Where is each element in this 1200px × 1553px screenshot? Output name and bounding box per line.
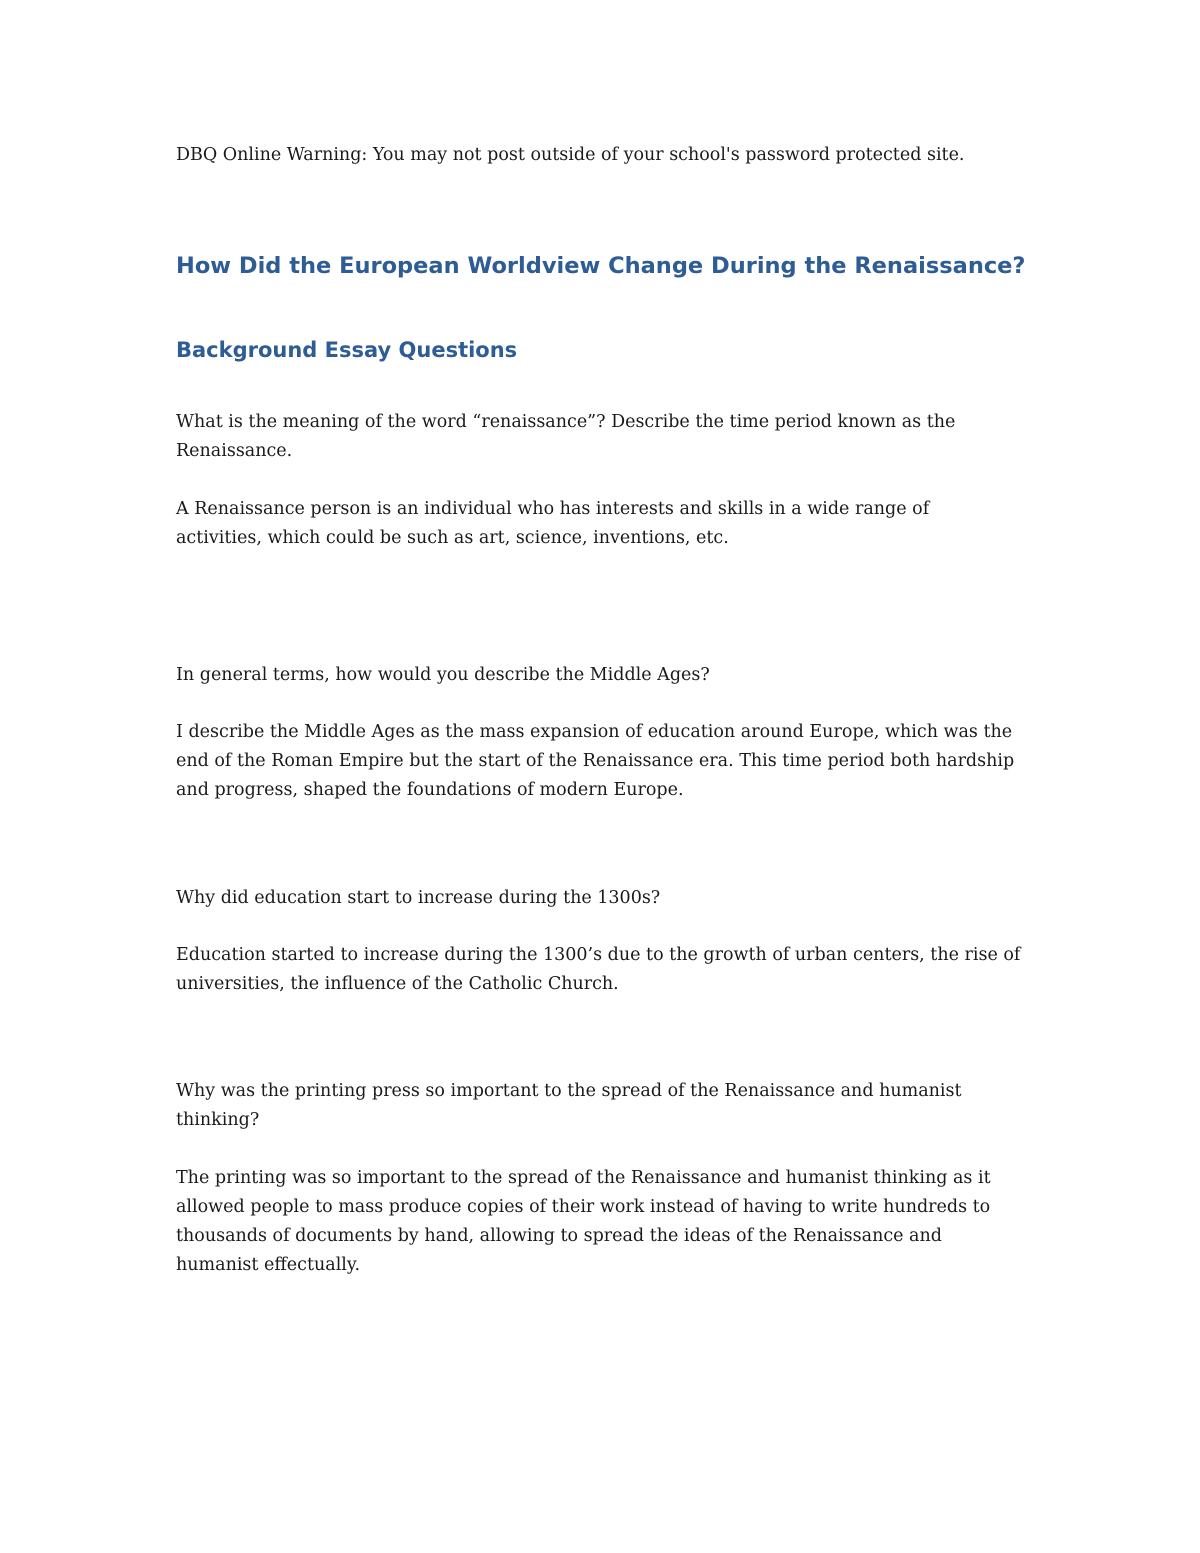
answer-3: Education started to increase during the 1300’s due to the growth of urban centers, the rise of universities, the influence of the Catholic Church. [176,945,1021,994]
answer-4: The printing was so important to the spread of the Renaissance and humanist thinking as it allowed people to mass produce copies of their work instead of having to write hundreds to thousands of documents by hand, allowing to spread the ideas of the Renaissance and humanist effectually. [176,1168,991,1275]
question-3: Why did education start to increase during the 1300s? [176,888,661,908]
question-4: Why was the printing press so important to the spread of the Renaissance and humanist thinking? [176,1081,962,1130]
question-2: In general terms, how would you describe the Middle Ages? [176,665,710,685]
answer-2: I describe the Middle Ages as the mass expansion of education around Europe, which was the end of the Roman Empire but the start of the Renaissance era. This time period both hardship and progress, shaped the foundations of modern Europe. [176,722,1015,800]
answer-1: A Renaissance person is an individual who has interests and skills in a wide range of activities, which could be such as art, science, inventions, etc. [176,499,930,548]
question-1: What is the meaning of the word “renaissance”? Describe the time period known as the Renaissance. [176,412,956,461]
page-title: How Did the European Worldview Change During the Renaissance? [176,253,1026,279]
online-warning: DBQ Online Warning: You may not post outside of your school's password protected site. [176,145,965,165]
section-heading: Background Essay Questions [176,338,518,362]
